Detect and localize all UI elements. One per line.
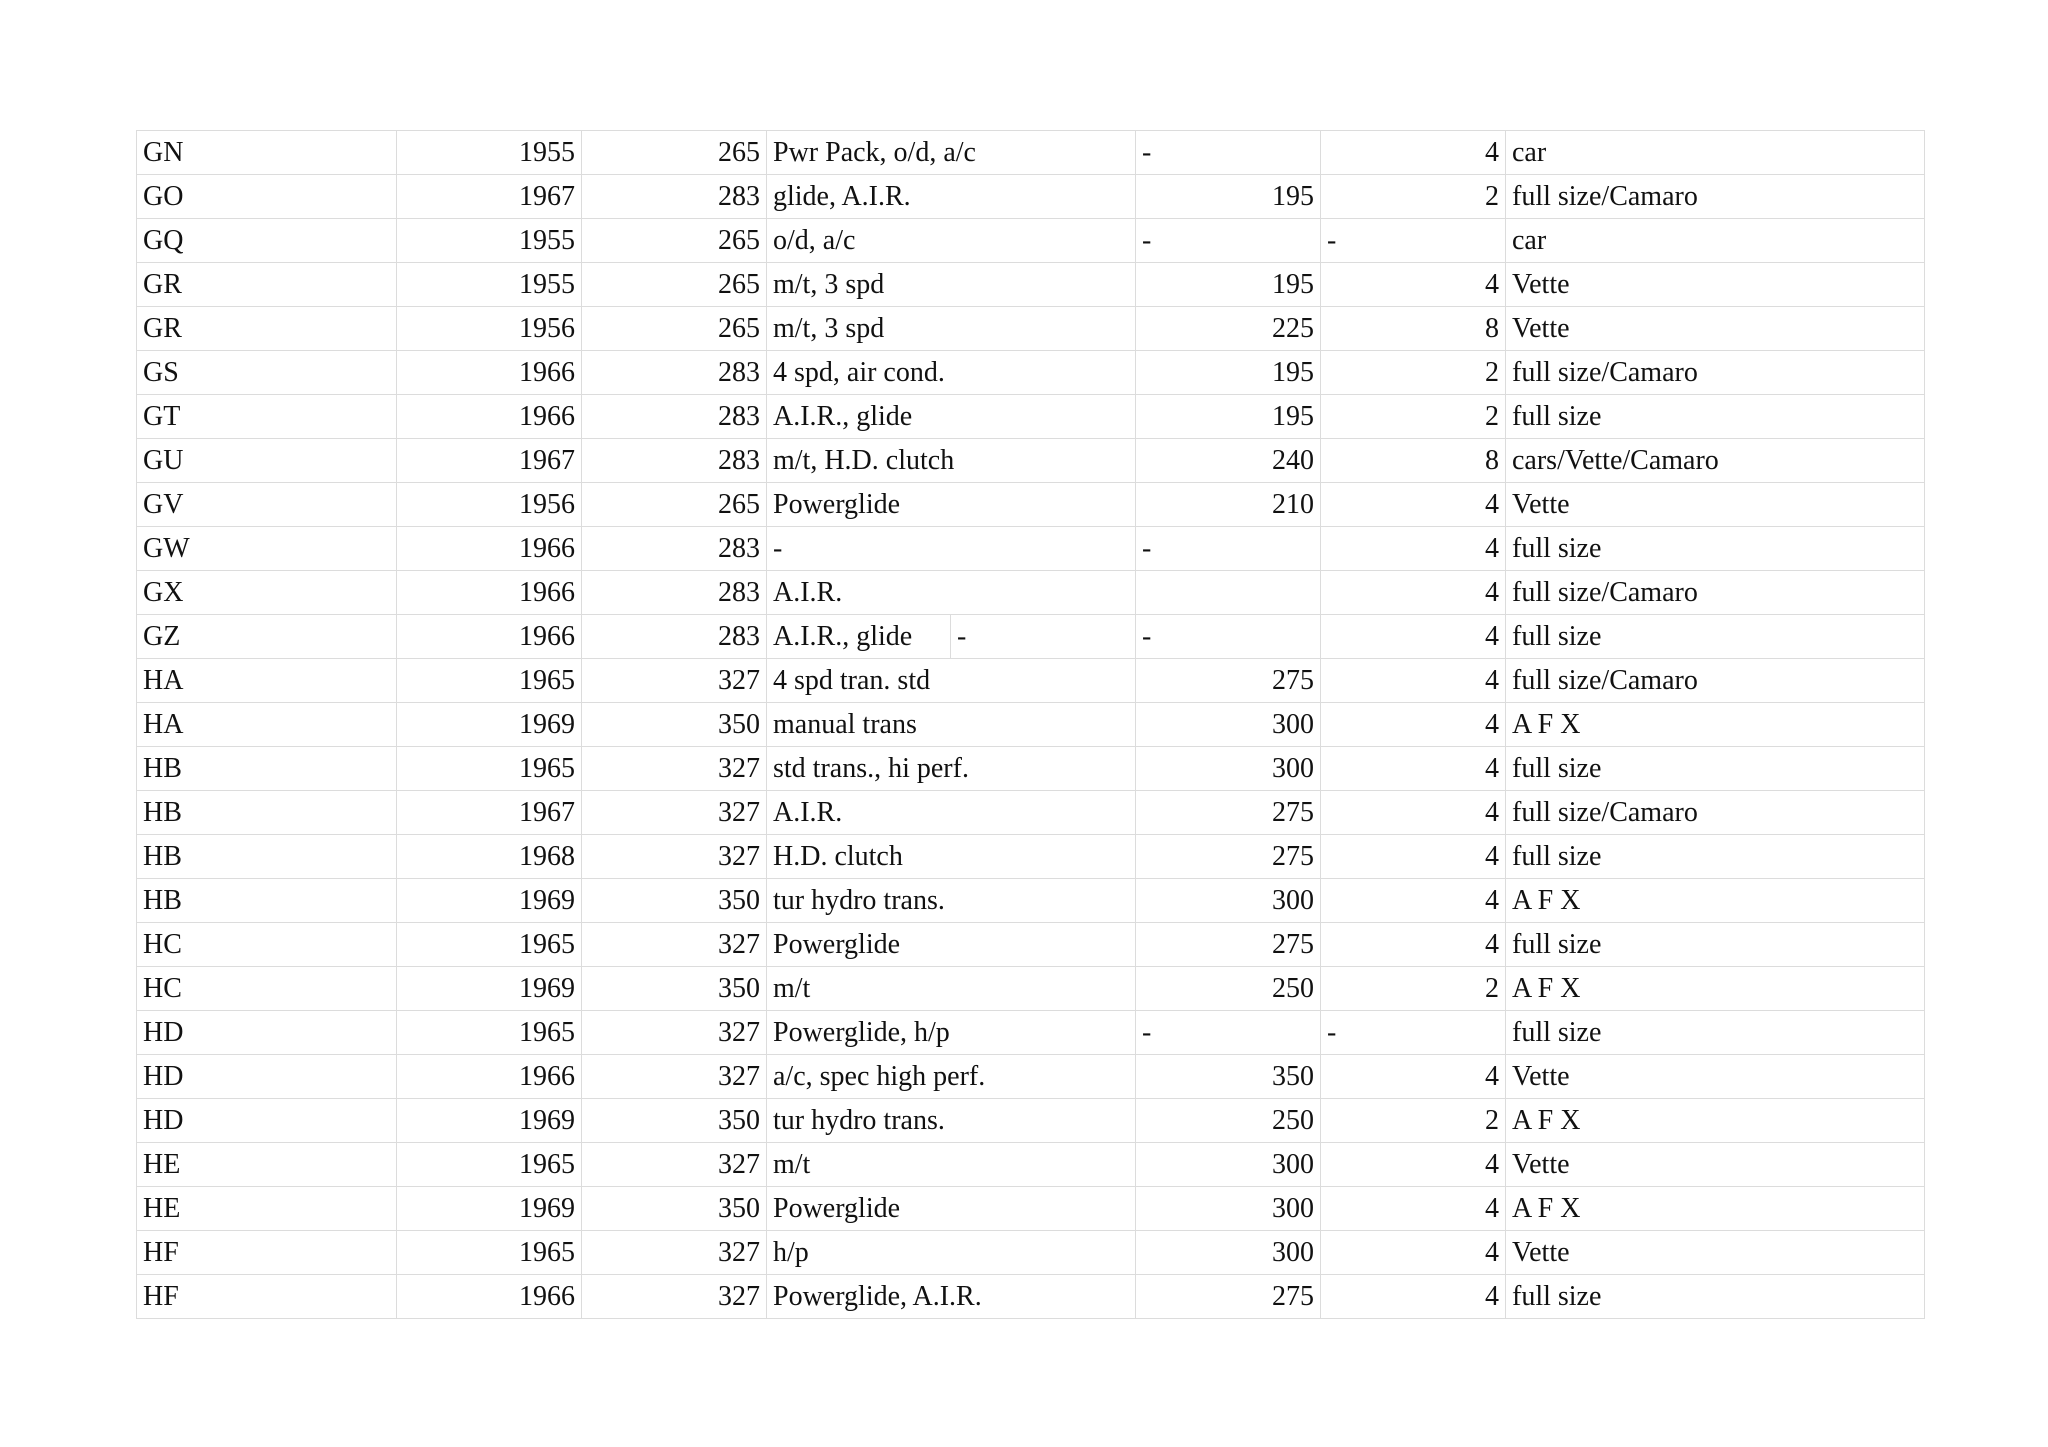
cell-engine-code: HD [137, 1099, 397, 1143]
engine-code-table [136, 130, 1925, 1319]
table-row [137, 747, 1925, 791]
cell-notes: Powerglide, h/p [767, 1011, 951, 1055]
table-row [137, 175, 1925, 219]
cell-notes: H.D. clutch [767, 835, 951, 879]
cell-displacement: 265 [582, 263, 767, 307]
cell-displacement: 327 [582, 791, 767, 835]
cell-application: full size [1506, 747, 1925, 791]
cell-horsepower: 210 [1136, 483, 1321, 527]
cell-engine-code: GS [137, 351, 397, 395]
cell-carburetor: 2 [1321, 351, 1506, 395]
cell-engine-code: GR [137, 263, 397, 307]
cell-engine-code: GN [137, 131, 397, 175]
cell-carburetor: 8 [1321, 439, 1506, 483]
table-row [137, 307, 1925, 351]
cell-application: full size [1506, 1011, 1925, 1055]
cell-carburetor: 4 [1321, 1143, 1506, 1187]
cell-displacement: 327 [582, 659, 767, 703]
cell-engine-code: HB [137, 791, 397, 835]
cell-horsepower: - [1136, 527, 1321, 571]
cell-application: full size [1506, 527, 1925, 571]
cell-horsepower: 275 [1136, 835, 1321, 879]
cell-notes: tur hydro trans. [767, 1099, 951, 1143]
cell-year: 1969 [397, 879, 582, 923]
cell-application: car [1506, 219, 1925, 263]
table-body [137, 131, 1925, 1319]
cell-year: 1955 [397, 219, 582, 263]
cell-year: 1967 [397, 791, 582, 835]
cell-year: 1969 [397, 703, 582, 747]
cell-year: 1965 [397, 659, 582, 703]
cell-horsepower: 300 [1136, 1187, 1321, 1231]
cell-notes: A.I.R., glide [767, 615, 951, 659]
cell-engine-code: HC [137, 923, 397, 967]
cell-displacement: 327 [582, 1143, 767, 1187]
cell-extra [951, 307, 1136, 351]
cell-notes: 4 spd, air cond. [767, 351, 951, 395]
cell-displacement: 327 [582, 1011, 767, 1055]
table-row [137, 571, 1925, 615]
cell-carburetor: 4 [1321, 1275, 1506, 1319]
cell-application: Vette [1506, 1231, 1925, 1275]
cell-notes: Powerglide [767, 1187, 951, 1231]
cell-horsepower: 350 [1136, 1055, 1321, 1099]
cell-carburetor: 4 [1321, 527, 1506, 571]
cell-year: 1966 [397, 527, 582, 571]
cell-engine-code: GQ [137, 219, 397, 263]
cell-notes: 4 spd tran. std [767, 659, 951, 703]
cell-displacement: 283 [582, 351, 767, 395]
cell-carburetor: 4 [1321, 571, 1506, 615]
cell-application: full size [1506, 615, 1925, 659]
cell-year: 1968 [397, 835, 582, 879]
cell-carburetor: 2 [1321, 395, 1506, 439]
cell-extra [951, 703, 1136, 747]
table-row [137, 527, 1925, 571]
cell-extra [951, 1143, 1136, 1187]
cell-extra [951, 791, 1136, 835]
cell-horsepower: - [1136, 615, 1321, 659]
cell-engine-code: HF [137, 1275, 397, 1319]
cell-displacement: 327 [582, 1275, 767, 1319]
cell-extra [951, 263, 1136, 307]
cell-year: 1967 [397, 439, 582, 483]
cell-application: Vette [1506, 263, 1925, 307]
table-row [137, 879, 1925, 923]
cell-engine-code: HA [137, 659, 397, 703]
cell-extra [951, 923, 1136, 967]
cell-horsepower: - [1136, 1011, 1321, 1055]
table-row [137, 791, 1925, 835]
cell-engine-code: GW [137, 527, 397, 571]
cell-displacement: 283 [582, 175, 767, 219]
cell-carburetor: 8 [1321, 307, 1506, 351]
table-row [137, 439, 1925, 483]
cell-horsepower: 195 [1136, 395, 1321, 439]
cell-notes: o/d, a/c [767, 219, 951, 263]
cell-engine-code: HE [137, 1187, 397, 1231]
cell-displacement: 283 [582, 615, 767, 659]
table-row [137, 351, 1925, 395]
cell-extra [951, 1099, 1136, 1143]
cell-extra [951, 439, 1136, 483]
cell-displacement: 283 [582, 395, 767, 439]
cell-engine-code: GO [137, 175, 397, 219]
cell-notes: h/p [767, 1231, 951, 1275]
cell-displacement: 327 [582, 835, 767, 879]
cell-year: 1966 [397, 571, 582, 615]
cell-extra [951, 351, 1136, 395]
table-row [137, 923, 1925, 967]
cell-horsepower: 195 [1136, 263, 1321, 307]
cell-application: cars/Vette/Camaro [1506, 439, 1925, 483]
cell-engine-code: HB [137, 879, 397, 923]
cell-extra [951, 747, 1136, 791]
cell-year: 1955 [397, 131, 582, 175]
cell-horsepower: 195 [1136, 175, 1321, 219]
table-row [137, 263, 1925, 307]
cell-engine-code: GX [137, 571, 397, 615]
table-row [137, 483, 1925, 527]
cell-year: 1965 [397, 747, 582, 791]
cell-horsepower [1136, 571, 1321, 615]
cell-application: Vette [1506, 1055, 1925, 1099]
cell-year: 1966 [397, 351, 582, 395]
cell-notes: Powerglide [767, 923, 951, 967]
cell-horsepower: 300 [1136, 703, 1321, 747]
cell-notes: manual trans [767, 703, 951, 747]
table-row [137, 131, 1925, 175]
cell-notes: tur hydro trans. [767, 879, 951, 923]
table-row [137, 967, 1925, 1011]
table-row [137, 1231, 1925, 1275]
cell-notes: m/t, 3 spd [767, 307, 951, 351]
cell-carburetor: 4 [1321, 923, 1506, 967]
cell-carburetor: 4 [1321, 131, 1506, 175]
cell-horsepower: 275 [1136, 923, 1321, 967]
table-row [137, 1275, 1925, 1319]
cell-application: full size [1506, 923, 1925, 967]
cell-notes: - [767, 527, 951, 571]
cell-year: 1966 [397, 395, 582, 439]
cell-application: Vette [1506, 307, 1925, 351]
cell-displacement: 283 [582, 439, 767, 483]
cell-notes: m/t [767, 1143, 951, 1187]
cell-carburetor: 2 [1321, 967, 1506, 1011]
cell-application: A F X [1506, 1187, 1925, 1231]
cell-extra [951, 571, 1136, 615]
cell-displacement: 283 [582, 571, 767, 615]
cell-engine-code: HF [137, 1231, 397, 1275]
cell-horsepower: 300 [1136, 1231, 1321, 1275]
cell-extra [951, 1231, 1136, 1275]
cell-year: 1965 [397, 1143, 582, 1187]
cell-year: 1966 [397, 615, 582, 659]
cell-notes: glide, A.I.R. [767, 175, 951, 219]
cell-application: A F X [1506, 703, 1925, 747]
cell-application: full size [1506, 835, 1925, 879]
cell-displacement: 327 [582, 1231, 767, 1275]
cell-notes: Powerglide, A.I.R. [767, 1275, 951, 1319]
table-row [137, 1011, 1925, 1055]
cell-year: 1966 [397, 1275, 582, 1319]
cell-application: Vette [1506, 1143, 1925, 1187]
cell-extra [951, 175, 1136, 219]
cell-engine-code: GT [137, 395, 397, 439]
table-row [137, 1143, 1925, 1187]
table-row [137, 835, 1925, 879]
cell-horsepower: 250 [1136, 1099, 1321, 1143]
cell-carburetor: 4 [1321, 747, 1506, 791]
cell-displacement: 265 [582, 483, 767, 527]
cell-extra [951, 967, 1136, 1011]
cell-extra [951, 1187, 1136, 1231]
cell-notes: A.I.R. [767, 791, 951, 835]
cell-carburetor: - [1321, 219, 1506, 263]
cell-extra [951, 1011, 1136, 1055]
cell-carburetor: 4 [1321, 703, 1506, 747]
cell-displacement: 327 [582, 923, 767, 967]
cell-horsepower: 275 [1136, 791, 1321, 835]
cell-extra: - [951, 615, 1136, 659]
cell-year: 1966 [397, 1055, 582, 1099]
cell-carburetor: 4 [1321, 791, 1506, 835]
cell-carburetor: - [1321, 1011, 1506, 1055]
cell-application: full size/Camaro [1506, 659, 1925, 703]
cell-extra [951, 219, 1136, 263]
cell-year: 1967 [397, 175, 582, 219]
table-row [137, 395, 1925, 439]
cell-displacement: 350 [582, 967, 767, 1011]
table-row [137, 703, 1925, 747]
cell-year: 1956 [397, 307, 582, 351]
cell-application: Vette [1506, 483, 1925, 527]
cell-horsepower: 275 [1136, 659, 1321, 703]
cell-year: 1969 [397, 1099, 582, 1143]
cell-application: A F X [1506, 967, 1925, 1011]
cell-horsepower: 300 [1136, 747, 1321, 791]
cell-engine-code: HA [137, 703, 397, 747]
cell-engine-code: HC [137, 967, 397, 1011]
cell-displacement: 350 [582, 879, 767, 923]
cell-engine-code: HE [137, 1143, 397, 1187]
cell-extra [951, 483, 1136, 527]
cell-displacement: 350 [582, 1187, 767, 1231]
cell-carburetor: 2 [1321, 1099, 1506, 1143]
cell-extra [951, 659, 1136, 703]
cell-carburetor: 4 [1321, 659, 1506, 703]
cell-displacement: 283 [582, 527, 767, 571]
cell-displacement: 350 [582, 1099, 767, 1143]
cell-notes: A.I.R. [767, 571, 951, 615]
cell-carburetor: 4 [1321, 835, 1506, 879]
cell-carburetor: 4 [1321, 1231, 1506, 1275]
cell-engine-code: HD [137, 1011, 397, 1055]
cell-displacement: 265 [582, 307, 767, 351]
cell-notes: m/t [767, 967, 951, 1011]
cell-carburetor: 4 [1321, 615, 1506, 659]
cell-notes: Powerglide [767, 483, 951, 527]
cell-engine-code: GZ [137, 615, 397, 659]
cell-engine-code: HD [137, 1055, 397, 1099]
cell-displacement: 265 [582, 219, 767, 263]
cell-year: 1965 [397, 1011, 582, 1055]
cell-application: full size/Camaro [1506, 571, 1925, 615]
cell-horsepower: 300 [1136, 1143, 1321, 1187]
cell-engine-code: GV [137, 483, 397, 527]
cell-carburetor: 4 [1321, 1055, 1506, 1099]
cell-application: full size/Camaro [1506, 351, 1925, 395]
cell-engine-code: GU [137, 439, 397, 483]
cell-notes: m/t, 3 spd [767, 263, 951, 307]
table-row [137, 615, 1925, 659]
cell-notes: m/t, H.D. clutch [767, 439, 951, 483]
cell-horsepower: - [1136, 219, 1321, 263]
cell-application: full size [1506, 395, 1925, 439]
cell-carburetor: 4 [1321, 1187, 1506, 1231]
cell-extra [951, 527, 1136, 571]
cell-carburetor: 4 [1321, 879, 1506, 923]
cell-application: full size/Camaro [1506, 175, 1925, 219]
cell-year: 1965 [397, 923, 582, 967]
table-row [137, 1055, 1925, 1099]
cell-displacement: 265 [582, 131, 767, 175]
cell-horsepower: 275 [1136, 1275, 1321, 1319]
cell-horsepower: 195 [1136, 351, 1321, 395]
cell-horsepower: 225 [1136, 307, 1321, 351]
cell-horsepower: 240 [1136, 439, 1321, 483]
cell-notes: Pwr Pack, o/d, a/c [767, 131, 951, 175]
cell-year: 1965 [397, 1231, 582, 1275]
table-row [137, 1187, 1925, 1231]
cell-horsepower: 300 [1136, 879, 1321, 923]
cell-year: 1955 [397, 263, 582, 307]
cell-application: A F X [1506, 879, 1925, 923]
cell-carburetor: 2 [1321, 175, 1506, 219]
cell-application: full size [1506, 1275, 1925, 1319]
cell-application: car [1506, 131, 1925, 175]
cell-horsepower: - [1136, 131, 1321, 175]
cell-notes: std trans., hi perf. [767, 747, 951, 791]
cell-carburetor: 4 [1321, 263, 1506, 307]
cell-engine-code: HB [137, 835, 397, 879]
cell-application: full size/Camaro [1506, 791, 1925, 835]
cell-year: 1956 [397, 483, 582, 527]
cell-year: 1969 [397, 967, 582, 1011]
table-row [137, 219, 1925, 263]
cell-carburetor: 4 [1321, 483, 1506, 527]
cell-extra [951, 835, 1136, 879]
cell-notes: A.I.R., glide [767, 395, 951, 439]
cell-displacement: 327 [582, 747, 767, 791]
cell-application: A F X [1506, 1099, 1925, 1143]
table-row [137, 1099, 1925, 1143]
cell-extra [951, 131, 1136, 175]
cell-displacement: 350 [582, 703, 767, 747]
cell-extra [951, 395, 1136, 439]
cell-notes: a/c, spec high perf. [767, 1055, 951, 1099]
table-row [137, 659, 1925, 703]
cell-horsepower: 250 [1136, 967, 1321, 1011]
cell-engine-code: HB [137, 747, 397, 791]
cell-extra [951, 879, 1136, 923]
cell-year: 1969 [397, 1187, 582, 1231]
cell-displacement: 327 [582, 1055, 767, 1099]
cell-engine-code: GR [137, 307, 397, 351]
